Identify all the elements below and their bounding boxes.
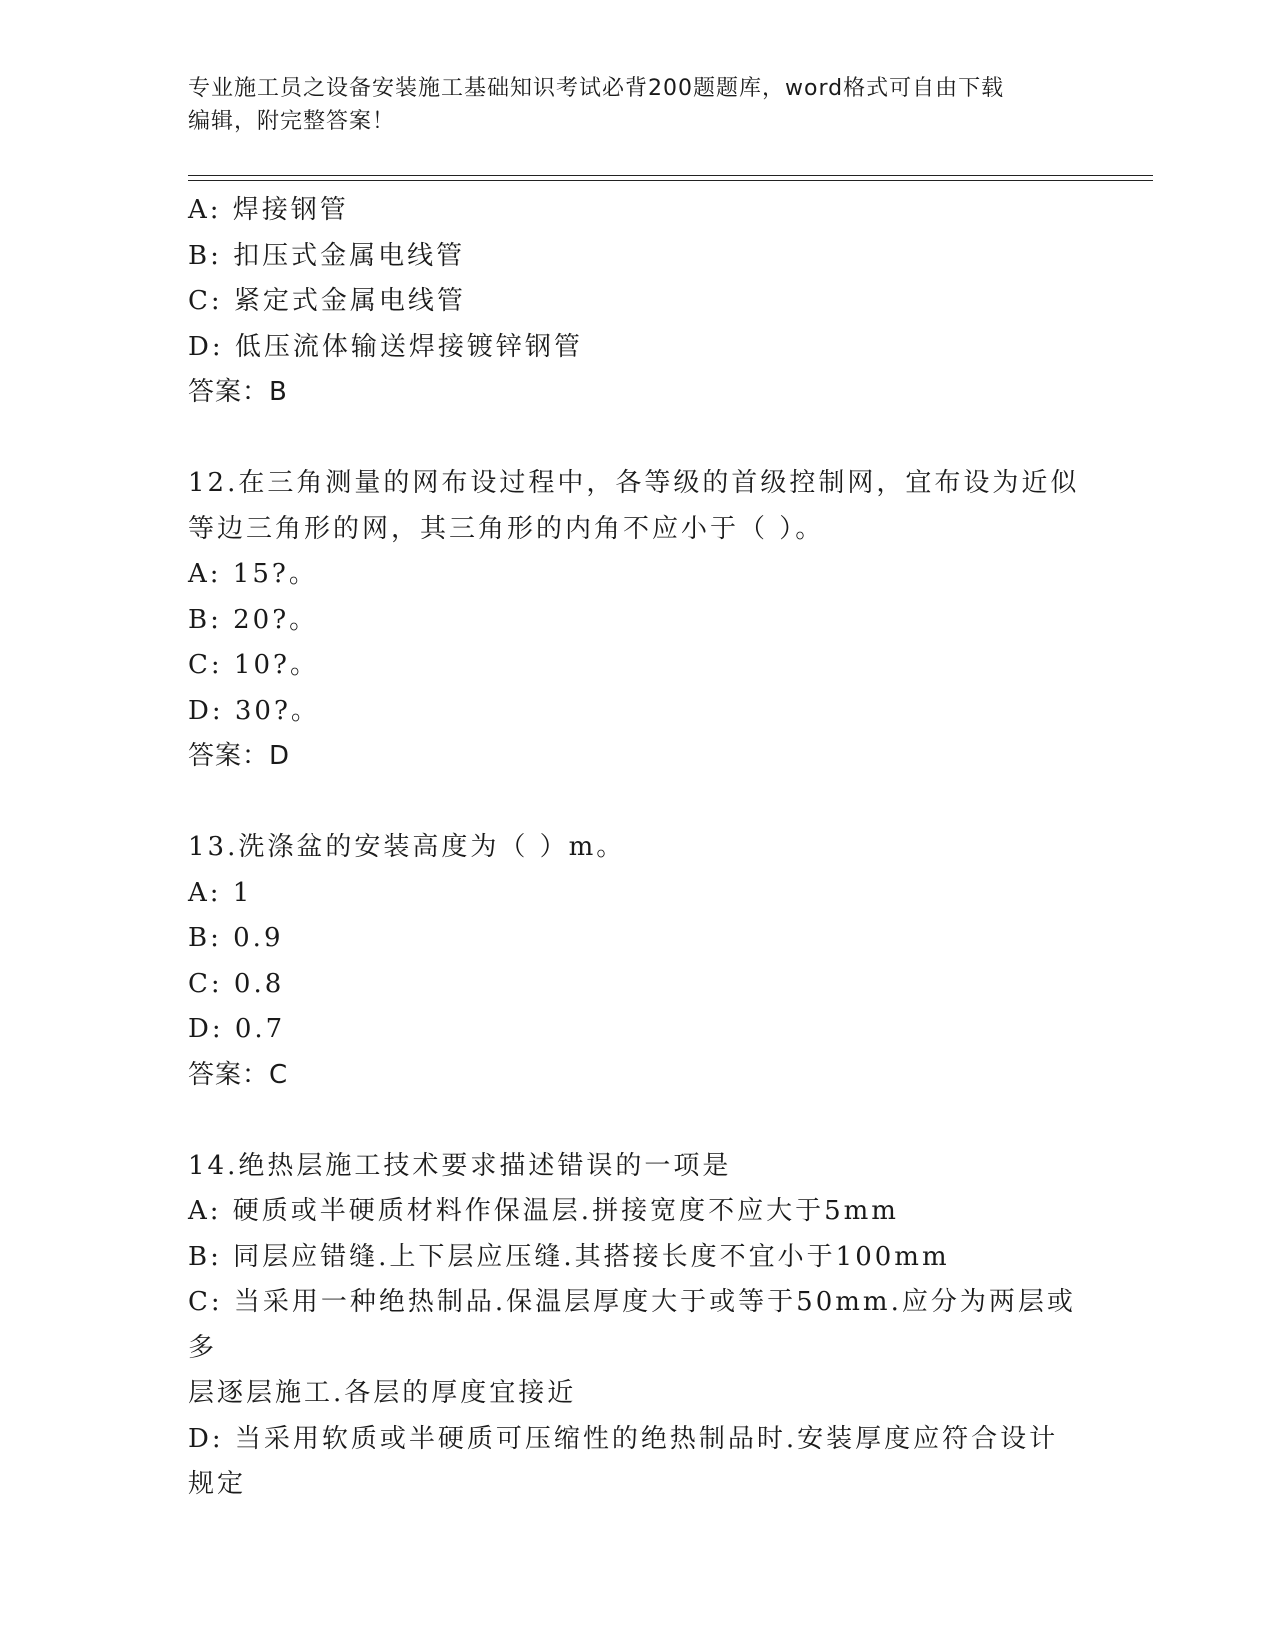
option-a: A: 硬质或半硬质材料作保温层.拼接宽度不应大于5mm [188, 1196, 899, 1226]
option-a: A: 焊接钢管 [188, 195, 349, 225]
option-d: D: 0.7 [188, 1014, 286, 1044]
answer-line: 答案：C [188, 1059, 289, 1090]
document-header [188, 72, 1088, 138]
question-text: 14.绝热层施工技术要求描述错误的一项是 [188, 1150, 732, 1181]
option-b: B: 20?。 [188, 604, 319, 635]
option-b: B: 扣压式金属电线管 [188, 240, 466, 271]
header-line-1: 专业施工员之设备安装施工基础知识考试必背200题题库，word格式可自由下载 [188, 76, 1005, 101]
spacer [188, 780, 1088, 826]
header-line-2: 编辑，附完整答案！ [188, 109, 396, 134]
spacer [188, 416, 1088, 462]
option-a: A: 1 [188, 877, 253, 908]
option-c: C: 0.8 [188, 968, 285, 999]
question-text-line-2: 等边三角形的网，其三角形的内角不应小于（ ）。 [188, 513, 825, 544]
option-d-line-1: D: 当采用软质或半硬质可压缩性的绝热制品时.安装厚度应符合设计 [188, 1423, 1059, 1454]
question-14 [188, 1144, 1088, 1508]
question-text-line-1: 12.在三角测量的网布设过程中，各等级的首级控制网，宜布设为近似 [188, 468, 1080, 498]
option-a: A: 15?。 [188, 559, 318, 589]
option-c-line-1: C: 当采用一种绝热制品.保温层厚度大于或等于50mm.应分为两层或多 [188, 1287, 1076, 1363]
question-11 [188, 188, 1088, 416]
option-b: B: 同层应错缝.上下层应压缝.其搭接长度不宜小于100mm [188, 1241, 950, 1272]
header-divider-bottom [188, 180, 1153, 181]
option-c: C: 紧定式金属电线管 [188, 286, 466, 316]
question-12 [188, 461, 1088, 780]
option-c: C: 10?。 [188, 650, 319, 680]
answer-line: 答案：D [188, 741, 291, 771]
option-c-line-2: 层逐层施工.各层的厚度宜接近 [188, 1378, 577, 1408]
answer-line: 答案：B [188, 377, 288, 407]
question-13 [188, 825, 1088, 1098]
spacer [188, 1098, 1088, 1144]
question-text: 13.洗涤盆的安装高度为（ ）m。 [188, 832, 626, 862]
question-list [188, 188, 1088, 1508]
option-d: D: 30?。 [188, 695, 320, 726]
option-d-line-2: 规定 [188, 1469, 247, 1499]
header-divider-top [188, 175, 1153, 176]
option-d: D: 低压流体输送焊接镀锌钢管 [188, 331, 583, 362]
option-b: B: 0.9 [188, 923, 284, 953]
